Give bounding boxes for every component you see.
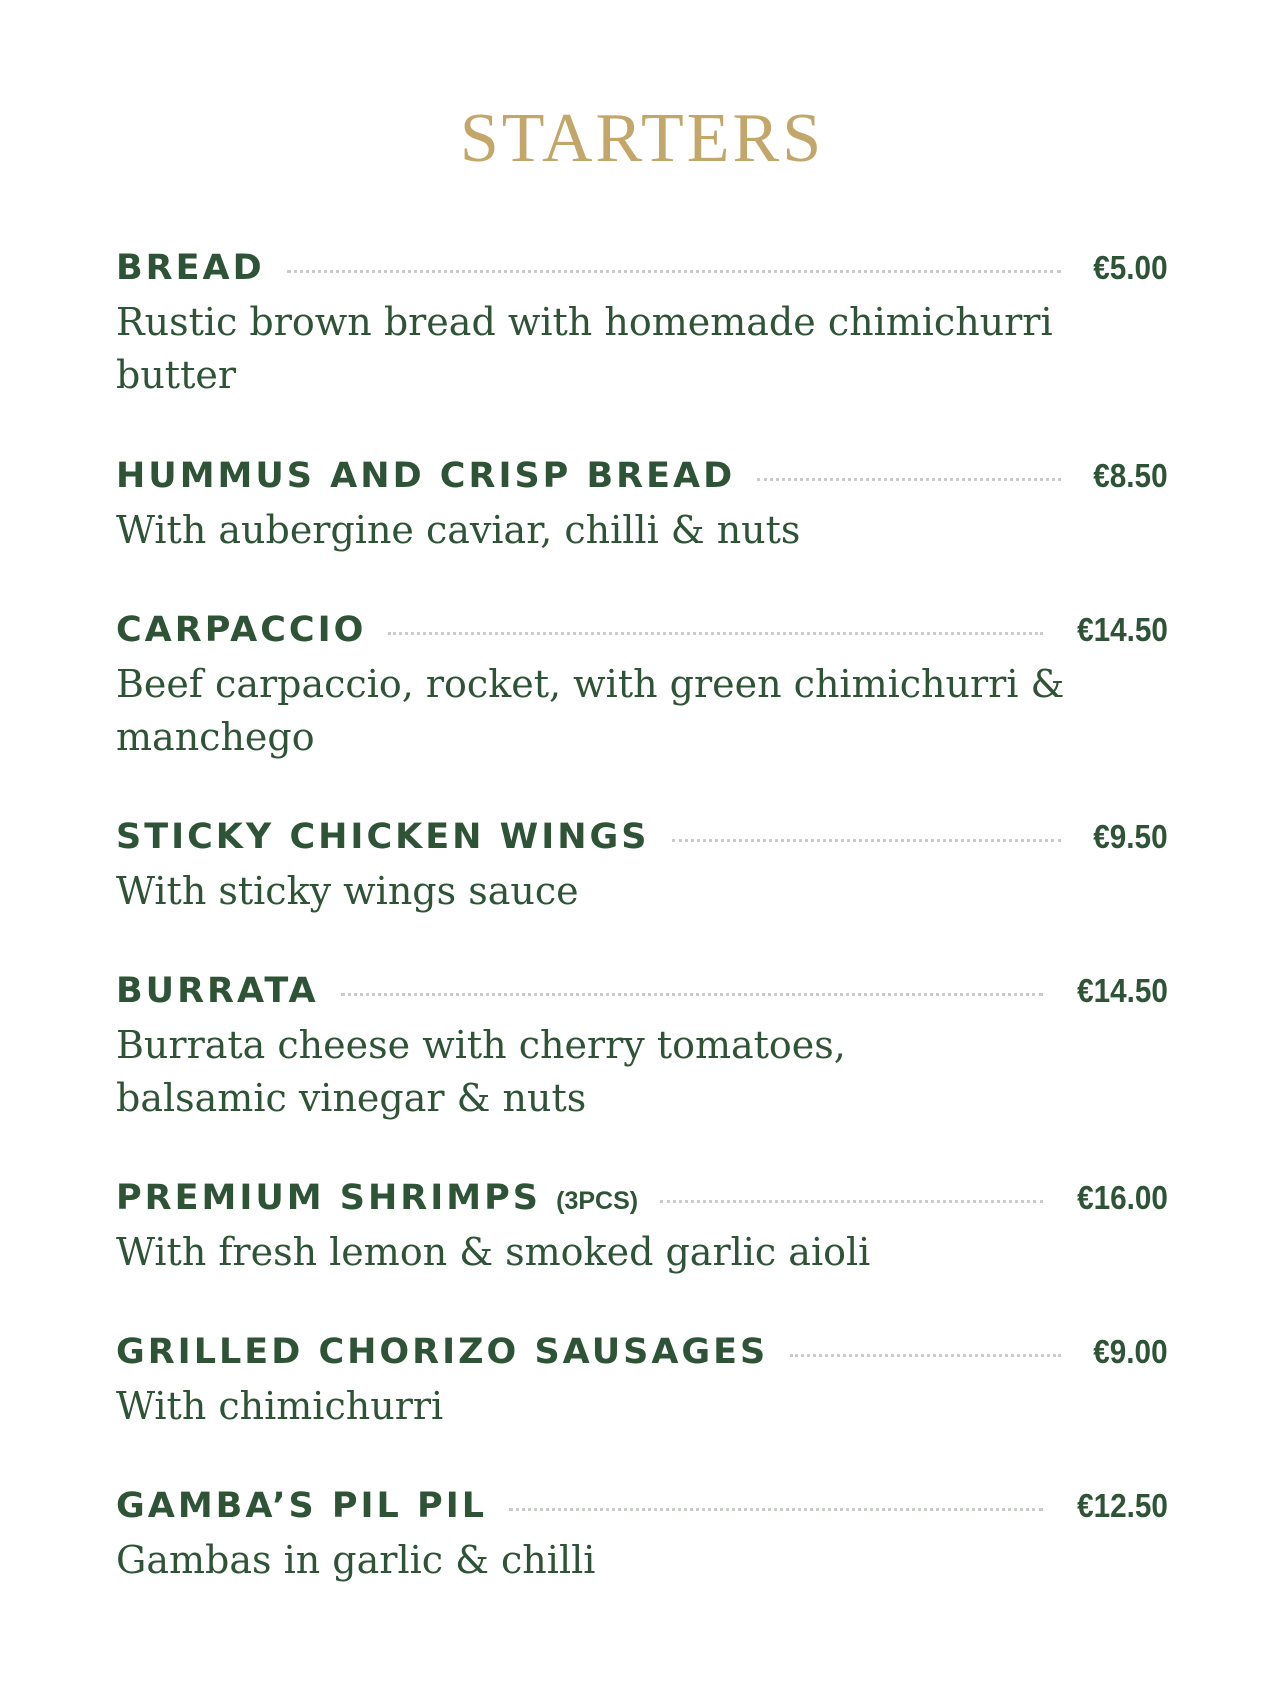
item-name: STICKY CHICKEN WINGS	[116, 817, 650, 857]
item-price: €8.50	[1093, 457, 1168, 494]
menu-item-header	[116, 1176, 1168, 1220]
menu-item	[116, 246, 1168, 402]
menu-item-header	[116, 969, 1168, 1013]
menu-item-header	[116, 608, 1168, 652]
item-name-text: PREMIUM SHRIMPS	[116, 1178, 541, 1218]
item-price: €9.50	[1093, 818, 1168, 855]
dot-leader	[672, 839, 1062, 842]
dot-leader	[509, 1508, 1043, 1511]
menu-item	[116, 608, 1168, 764]
menu-item	[116, 454, 1168, 557]
item-name: CARPACCIO	[116, 610, 367, 650]
item-description: With fresh lemon & smoked garlic aioli	[116, 1230, 871, 1274]
item-name	[116, 1176, 638, 1223]
item-description: Burrata cheese with cherry tomatoes, balsamic vinegar & nuts	[116, 1023, 846, 1120]
item-price: €14.50	[1077, 972, 1168, 1009]
item-description: With aubergine caviar, chilli & nuts	[116, 508, 801, 552]
item-description: With sticky wings sauce	[116, 869, 579, 913]
dot-leader	[341, 993, 1043, 996]
item-description: With chimichurri	[116, 1384, 444, 1428]
menu-item-header	[116, 1330, 1168, 1374]
item-quantity-note: (3PCS)	[556, 1187, 639, 1215]
menu-item-header	[116, 815, 1168, 859]
menu-item	[116, 1484, 1168, 1587]
dot-leader	[790, 1354, 1061, 1357]
item-description: Beef carpaccio, rocket, with green chimichurri & manchego	[116, 662, 1065, 759]
menu-item-header	[116, 454, 1168, 498]
menu-item	[116, 969, 1168, 1125]
item-description: Rustic brown bread with homemade chimichurri butter	[116, 300, 1053, 397]
menu-item	[116, 1176, 1168, 1279]
item-description: Gambas in garlic & chilli	[116, 1538, 596, 1582]
menu-item	[116, 815, 1168, 918]
menu-item	[116, 1330, 1168, 1433]
item-price: €14.50	[1077, 611, 1168, 648]
dot-leader	[287, 270, 1062, 273]
item-name: BURRATA	[116, 971, 319, 1011]
dot-leader	[757, 478, 1061, 481]
menu-item-header	[116, 246, 1168, 290]
item-price: €12.50	[1077, 1487, 1168, 1524]
menu-item-header	[116, 1484, 1168, 1528]
section-title: STARTERS	[459, 100, 825, 177]
item-price: €16.00	[1077, 1179, 1168, 1216]
item-price: €5.00	[1093, 249, 1168, 286]
item-name: GRILLED CHORIZO SAUSAGES	[116, 1332, 769, 1372]
item-name: HUMMUS AND CRISP BREAD	[116, 456, 736, 496]
item-name: GAMBA’S PIL PIL	[116, 1486, 488, 1526]
item-price: €9.00	[1093, 1333, 1168, 1370]
dot-leader	[660, 1200, 1043, 1203]
dot-leader	[388, 632, 1043, 635]
item-name: BREAD	[116, 248, 265, 288]
